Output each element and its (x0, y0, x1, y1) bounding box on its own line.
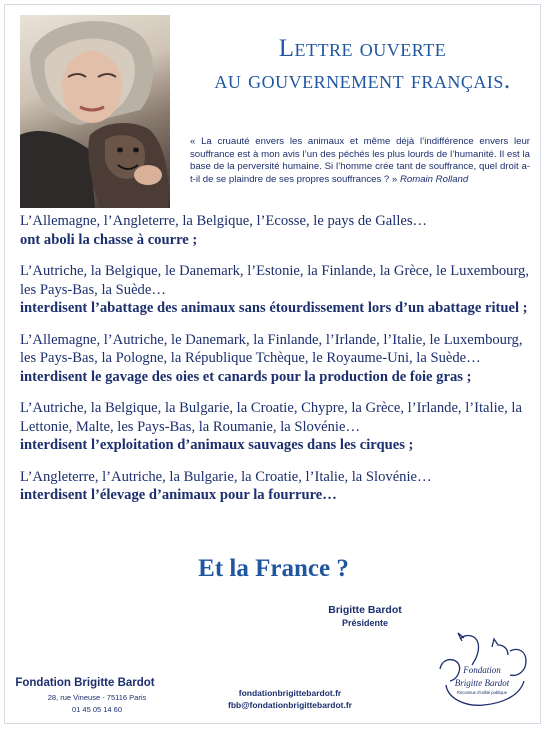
paragraph-action: ont aboli la chasse à courre ; (20, 231, 198, 248)
signature (305, 604, 425, 628)
foundation-logo (432, 629, 532, 709)
footer-website-link[interactable]: fondationbrigittebardot.fr (238, 688, 342, 698)
footer-email-link[interactable]: fbb@fondationbrigittebardot.fr (228, 700, 352, 710)
letter-title (190, 33, 535, 97)
epigraph-quote (190, 136, 530, 186)
letter-body (20, 212, 532, 518)
paragraph-countries: L’Angleterre, l’Autriche, la Bulgarie, la Croatie, l’Italie, la Slovénie… (20, 468, 432, 485)
portrait-photo (20, 15, 170, 208)
animals-logo-icon (432, 629, 532, 709)
paragraph-countries: L’Allemagne, l’Autriche, le Danemark, la Finlande, l’Irlande, l’Italie, le Luxembourg, les Pays-Bas, la Pologne, la République Tchèque, le Royaume-Uni, la Suède… (20, 331, 523, 366)
footer-web (215, 687, 365, 711)
paragraph-circus (20, 399, 532, 455)
paragraph-countries: L’Autriche, la Belgique, le Danemark, l’Estonie, la Finlande, la Grèce, le Luxembourg, les Pays-Bas, la Suède… (20, 263, 529, 298)
signature-name: Brigitte Bardot (328, 604, 402, 616)
logo-line-1: Fondation (463, 665, 501, 675)
paragraph-hunting (20, 212, 532, 249)
title-line-1: Lettre ouverte (278, 35, 447, 62)
quote-author: Romain Rolland (399, 173, 469, 185)
paragraph-action: interdisent l’abattage des animaux sans étourdissement lors d’un abattage rituel ; (20, 300, 528, 316)
paragraph-action: interdisent l’élevage d’animaux pour la fourrure… (20, 487, 337, 503)
footer-org-name: Fondation Brigitte Bardot (15, 677, 155, 689)
footer-phone: 01 45 05 14 60 (71, 705, 123, 714)
paragraph-countries: L’Autriche, la Belgique, la Bulgarie, la Croatie, Chypre, la Grèce, l’Irlande, l’Italie, la Lettonie, Malte, les Pays-Bas, la Roumanie, la Slovénie… (20, 400, 522, 435)
paragraph-action: interdisent l’exploitation d’animaux sauvages dans les cirques ; (20, 437, 414, 453)
logo-line-2: Brigitte Bardot (454, 678, 510, 688)
quote-text: « La cruauté envers les animaux et même déjà l’indifférence envers leur souffrance est à mon avis l’un des péchés les plus lourds de l’humanité. Il est la base de la perversité humaine. Si l’homme crée tant de souffrance, quel droit a-t-il de se plaindre de ses propres souffrances ? » (190, 136, 530, 185)
closing-question: Et la France ? (198, 555, 349, 582)
paragraph-slaughter (20, 262, 532, 318)
logo-line-3: Reconnue d'utilité publique (456, 690, 508, 695)
paragraph-action: interdisent le gavage des oies et canards pour la production de foie gras ; (20, 368, 472, 385)
paragraph-countries: L’Allemagne, l’Angleterre, la Belgique, l’Ecosse, le pays de Galles… (20, 213, 428, 229)
footer-address: 28, rue Vineuse - 75116 Paris (47, 693, 147, 702)
paragraph-foie-gras (20, 331, 532, 387)
signature-role: Présidente (341, 618, 389, 628)
paragraph-fur (20, 468, 532, 505)
footer-contact (0, 677, 160, 714)
title-line-2: au gouvernement français. (214, 67, 511, 94)
